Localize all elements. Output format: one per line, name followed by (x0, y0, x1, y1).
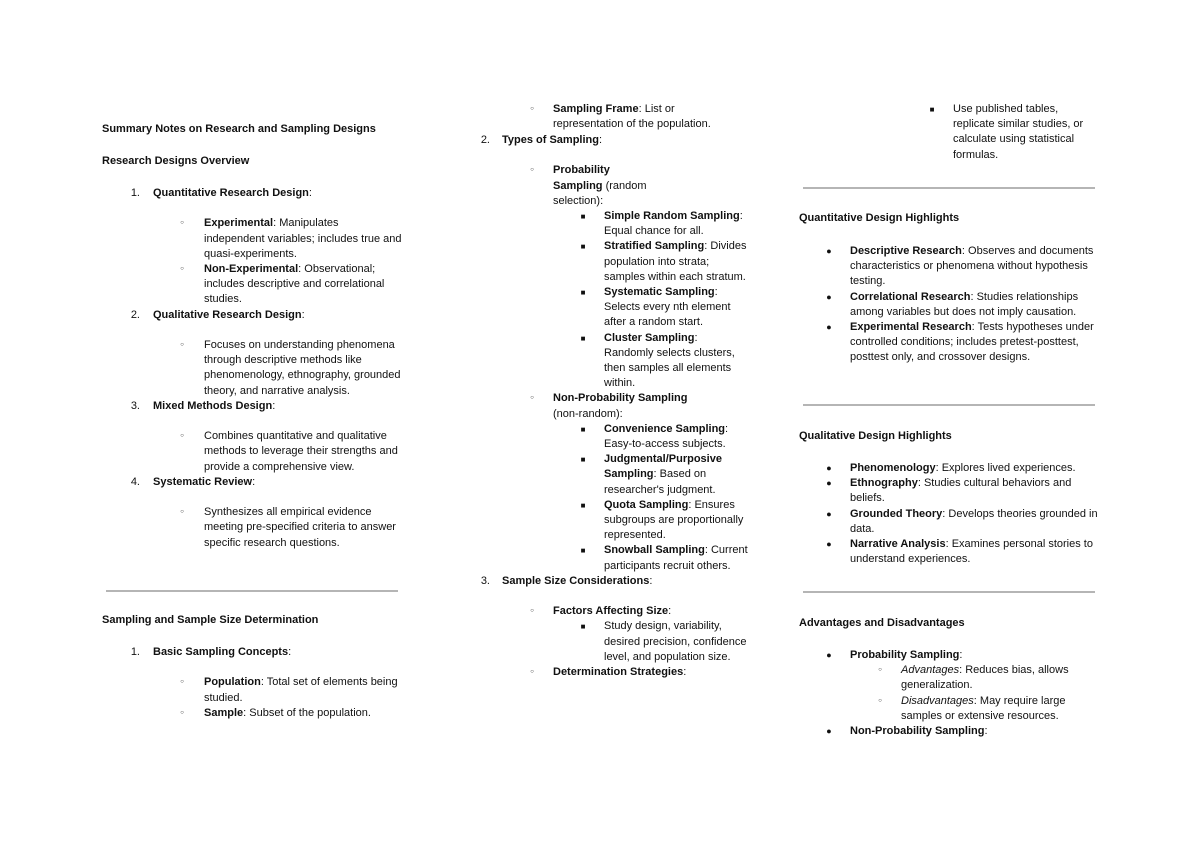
list-item-types-of-sampling: 2. Types of Sampling: (452, 133, 752, 148)
term: Correlational Research (850, 290, 971, 303)
qualitative-highlights-heading: Qualitative Design Highlights (799, 430, 952, 442)
divider (106, 590, 398, 592)
list-item-title: Mixed Methods Design (153, 399, 273, 412)
bullet-item-experimental: ● Experimental Research: Tests hypotheses under controlled conditions; includes pretest-posttest, posttest only, and crossover designs. (799, 320, 1099, 366)
term: Sampling Frame (553, 103, 639, 115)
term: Snowball Sampling (604, 544, 705, 557)
description: Based on researcher's judgment. (604, 468, 716, 496)
term: Convenience Sampling (604, 422, 726, 435)
term: Grounded Theory (850, 507, 943, 520)
sub-item-non-probability (452, 391, 703, 421)
term: Stratified Sampling (604, 240, 705, 253)
description: Explores lived experiences. (941, 462, 1076, 474)
description: Manipulates independent variables; includes true and quasi-experiments. (204, 217, 402, 260)
sub-item-probability (452, 163, 653, 209)
description: Divides population into strata; samples within each stratum. (604, 240, 747, 283)
sub-item-sample: ○ Sample: Subset of the population. (102, 706, 402, 721)
list-number: 3. (480, 574, 490, 587)
list-item-title: Quantitative Research Design (153, 187, 309, 199)
disc-bullet-icon: ● (826, 463, 832, 473)
square-bullet-icon: ■ (580, 622, 586, 632)
description: Easy-to-access subjects. (604, 438, 726, 451)
hollow-bullet-icon: ○ (878, 667, 882, 674)
sub-sub-item-convenience: ■ Convenience Sampling: Easy-to-access subjects. (452, 422, 749, 452)
list-item-mixed-methods: 3. Mixed Methods Design: (102, 399, 402, 414)
term: Experimental Research (850, 321, 972, 334)
sub-item-systematic-text (102, 505, 402, 551)
disc-bullet-icon: ● (826, 322, 832, 333)
square-bullet-icon: ■ (580, 242, 586, 252)
description: Ensures subgroups are proportionally represented. (604, 498, 744, 542)
hollow-bullet-icon: ○ (180, 509, 184, 516)
description: Studies cultural behaviors and beliefs. (850, 477, 1072, 505)
description: Equal chance for all. (604, 225, 704, 238)
sub-sub-item-systematic: ■ Systematic Sampling: Selects every nth element after a random start. (452, 285, 749, 331)
tables-text (929, 102, 1098, 163)
term: Non-Probability Sampling (850, 725, 985, 738)
disc-bullet-icon: ● (826, 291, 832, 302)
hollow-bullet-icon: ○ (180, 342, 184, 348)
square-bullet-icon: ■ (580, 455, 586, 465)
sub-item-experimental: ○ Experimental: Manipulates independent variables; includes true and quasi-experiments. (102, 216, 402, 262)
description: Observational; includes descriptive and correlational studies. (204, 263, 385, 306)
description: Use published tables, replicate similar studies, or calculate using statistical formulas. (953, 103, 1084, 161)
description: Reduces bias, allows generalization. (901, 664, 1069, 692)
advantages-list (799, 648, 1099, 739)
hollow-bullet-icon: ○ (530, 106, 534, 112)
hollow-bullet-icon: ○ (530, 669, 534, 676)
term: Ethnography (850, 477, 918, 490)
list-item-title: Basic Sampling Concepts (153, 646, 289, 658)
list-number: 1. (130, 646, 140, 658)
list-number: 3. (130, 399, 140, 412)
sub-item-factors: ○ Factors Affecting Size: (452, 604, 752, 619)
list-item-title: Sample Size Considerations (502, 574, 650, 587)
hollow-bullet-icon: ○ (180, 433, 184, 440)
description: Combines quantitative and qualitative methods to leverage their strengths and provide a comprehensive view. (204, 430, 398, 473)
square-bullet-icon: ■ (580, 500, 586, 510)
list-number: 1. (130, 187, 140, 199)
description: Focuses on understanding phenomena through descriptive methods like phenomenology, ethnography, grounded theory, and narrative analysis. (204, 339, 401, 397)
sub-sub-item-judgmental: ■ Judgmental/Purposive Sampling: Based on researcher's judgment. (452, 452, 749, 498)
sub-sub-item-simple-random: ■ Simple Random Sampling: Equal chance for all. (452, 209, 749, 239)
square-bullet-icon: ■ (580, 212, 586, 221)
term: Systematic Sampling (604, 286, 715, 299)
sub-sub-item-snowball: ■ Snowball Sampling: Current participants recruit others. (452, 543, 749, 573)
disc-bullet-icon: ● (826, 246, 832, 256)
qualitative-highlights-list (799, 461, 1099, 567)
term: Descriptive Research (850, 245, 962, 257)
research-designs-heading: Research Designs Overview (102, 155, 250, 167)
description: Synthesizes all empirical evidence meeting pre-specified criteria to answer specific research questions. (204, 506, 396, 549)
description: Study design, variability, desired precision, confidence level, and population size. (604, 620, 747, 663)
hollow-bullet-icon: ○ (878, 697, 882, 704)
term: Non-Experimental (204, 263, 299, 275)
term: Narrative Analysis (850, 538, 946, 551)
divider (803, 187, 1095, 189)
description: Studies relationships among variables but does not imply causation. (850, 290, 1079, 318)
sampling-heading: Sampling and Sample Size Determination (102, 614, 319, 626)
research-designs-list (102, 186, 402, 551)
description: Subset of the population. (249, 706, 371, 719)
term: Population (204, 676, 261, 689)
sub-sub-item-tables (929, 102, 1098, 163)
term: Judgmental/Purposive Sampling (604, 453, 722, 481)
square-bullet-icon: ■ (580, 333, 586, 343)
description: (non-random): (553, 407, 623, 420)
sub-item-non-experimental: ○ Non-Experimental: Observational; includes descriptive and correlational studies. (102, 262, 402, 308)
sub-item-population: ○ Population: Total set of elements being studied. (102, 675, 402, 705)
sub-item-strategies: ○ Determination Strategies: (452, 665, 752, 680)
list-item-quantitative: 1. Quantitative Research Design: (102, 186, 402, 201)
disc-bullet-icon: ● (826, 478, 832, 489)
hollow-bullet-icon: ○ (530, 395, 534, 402)
bullet-item-grounded-theory: ● Grounded Theory: Develops theories grounded in data. (799, 507, 1099, 537)
list-item-title: Qualitative Research Design (153, 308, 302, 321)
bullet-item-probability-sampling: ● Probability Sampling: (799, 648, 1099, 663)
list-number: 4. (130, 475, 140, 488)
term: Quota Sampling (604, 498, 689, 511)
types-of-sampling-list (452, 133, 752, 680)
square-bullet-icon: ■ (580, 424, 586, 434)
term: Cluster Sampling (604, 331, 695, 344)
list-item-qualitative: 2. Qualitative Research Design: (102, 308, 402, 323)
term: Determination Strategies (553, 666, 684, 679)
description: Examines personal stories to understand experiences. (850, 538, 1093, 566)
bullet-item-ethnography: ● Ethnography: Studies cultural behaviors and beliefs. (799, 476, 1099, 506)
hollow-bullet-icon: ○ (530, 608, 534, 615)
term: Non-Probability Sampling (553, 392, 688, 405)
description: Develops theories grounded in data. (850, 507, 1098, 535)
quantitative-highlights-list (799, 244, 1099, 366)
sub-sub-item-quota: ■ Quota Sampling: Ensures subgroups are proportionally represented. (452, 498, 749, 544)
disc-bullet-icon: ● (826, 508, 832, 519)
description: Total set of elements being studied. (204, 676, 398, 704)
hollow-bullet-icon: ○ (180, 709, 184, 716)
description: (random selection): (553, 179, 647, 207)
disc-bullet-icon: ● (826, 650, 832, 660)
bullet-item-phenomenology: ● Phenomenology: Explores lived experiences. (799, 461, 1099, 476)
sub-item-disadvantages: ○ Disadvantages: May require large samples or extensive resources. (799, 694, 1081, 724)
bullet-item-descriptive: ● Descriptive Research: Observes and documents characteristics or phenomena without hypothesis testing. (799, 244, 1099, 290)
disc-bullet-icon: ● (826, 726, 832, 737)
divider (803, 591, 1095, 593)
description: List or representation of the population. (553, 103, 711, 131)
term: Advantages (901, 664, 960, 677)
hollow-bullet-icon: ○ (180, 266, 184, 272)
description: May require large samples or extensive resources. (901, 694, 1066, 722)
list-item-systematic-review: 4. Systematic Review: (102, 475, 402, 490)
term: Phenomenology (850, 462, 936, 474)
disc-bullet-icon: ● (826, 539, 832, 550)
bullet-item-narrative-analysis: ● Narrative Analysis: Examines personal stories to understand experiences. (799, 537, 1099, 567)
bullet-item-correlational: ● Correlational Research: Studies relationships among variables but does not imply causation. (799, 290, 1099, 320)
divider (803, 404, 1095, 406)
advantages-heading: Advantages and Disadvantages (799, 617, 965, 629)
description: Randomly selects clusters, then samples all elements within. (604, 346, 735, 390)
square-bullet-icon: ■ (580, 546, 586, 556)
description: Current participants recruit others. (604, 544, 748, 572)
hollow-bullet-icon: ○ (180, 679, 184, 686)
description: Tests hypotheses under controlled conditions; includes pretest-posttest, posttest only, and crossover designs. (850, 321, 1094, 364)
list-item-basic-concepts: 1. Basic Sampling Concepts: (102, 645, 402, 660)
sub-item-sampling-frame (530, 102, 743, 132)
term: Probability Sampling (850, 649, 960, 661)
sub-item-mixed-text (102, 429, 402, 475)
quantitative-highlights-heading: Quantitative Design Highlights (799, 212, 960, 224)
description: Observes and documents characteristics or phenomena without hypothesis testing. (850, 245, 1094, 288)
list-item-title: Systematic Review (153, 475, 253, 488)
bullet-item-non-probability-sampling: ● Non-Probability Sampling: (799, 724, 1099, 739)
list-item-title: Types of Sampling (502, 134, 599, 146)
hollow-bullet-icon: ○ (180, 220, 184, 227)
term: Experimental (204, 217, 274, 230)
list-number: 2. (480, 134, 490, 146)
sub-item-advantages: ○ Advantages: Reduces bias, allows generalization. (799, 663, 1081, 693)
document-title: Summary Notes on Research and Sampling Designs (102, 123, 376, 135)
sampling-list (102, 645, 402, 721)
hollow-bullet-icon: ○ (530, 167, 534, 174)
term: Probability Sampling (553, 164, 610, 192)
square-bullet-icon: ■ (929, 105, 935, 114)
term: Sample (204, 706, 244, 719)
description: Selects every nth element after a random start. (604, 301, 731, 329)
sub-item-qualitative-text (102, 338, 402, 399)
sampling-frame-text: ○ Sampling Frame: List or representation of the population. (553, 102, 743, 132)
square-bullet-icon: ■ (580, 288, 586, 298)
sub-sub-item-stratified: ■ Stratified Sampling: Divides population into strata; samples within each stratum. (452, 239, 749, 285)
list-item-sample-size: 3. Sample Size Considerations: (452, 574, 752, 589)
term: Factors Affecting Size (553, 605, 669, 618)
term: Disadvantages (901, 694, 974, 707)
list-number: 2. (130, 308, 140, 321)
sub-sub-item-cluster: ■ Cluster Sampling: Randomly selects clusters, then samples all elements within. (452, 331, 749, 392)
sub-sub-item-factors-text (452, 619, 749, 665)
term: Simple Random Sampling (604, 210, 740, 222)
